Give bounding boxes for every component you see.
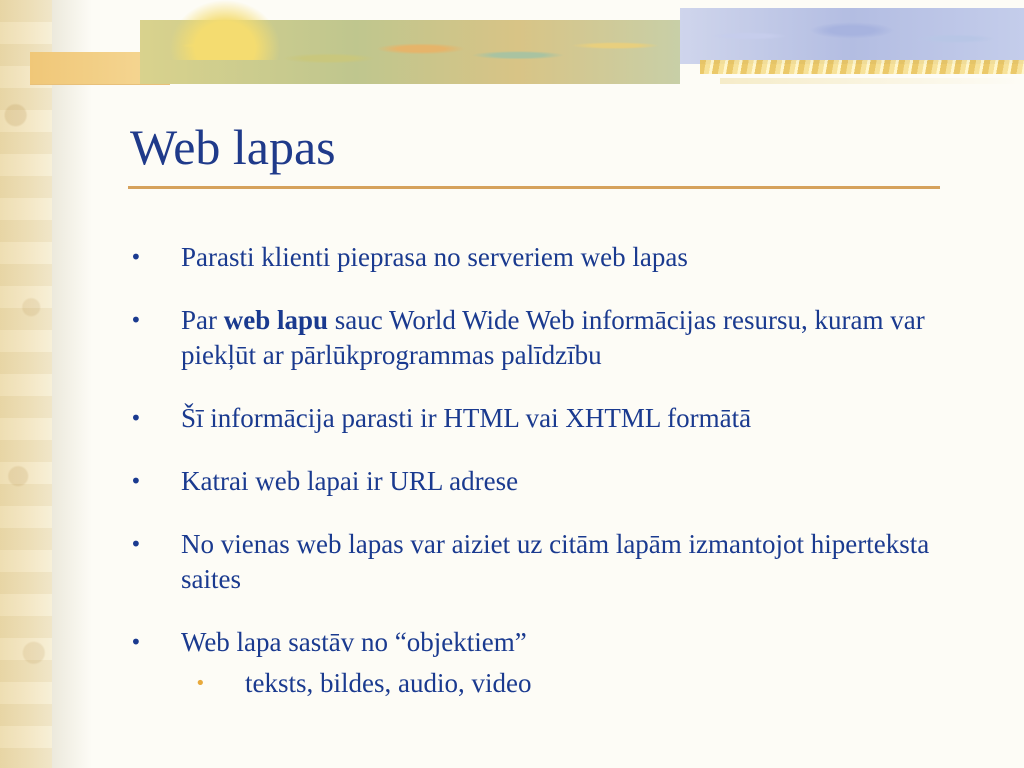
bullet-text-bold: web lapu [223,305,329,335]
bullet-icon: • [130,245,142,269]
bullet-item [130,625,990,660]
banner-blue-block [680,8,1024,64]
bullet-icon: • [130,532,142,556]
bullet-item [130,303,990,373]
bullet-icon: • [130,308,142,332]
decorative-left-fade [52,0,92,768]
bullet-text: Web lapa sastāv no “objektiem” [181,627,527,657]
bullet-text: Parasti klienti pieprasa no serveriem web lapas [181,242,688,272]
bullet-item [130,527,990,597]
bullet-icon: • [130,630,142,654]
slide-title: Web lapas [130,119,336,175]
bullet-icon: • [130,469,142,493]
bullet-text-prefix: Par [181,305,224,335]
bullet-item [130,401,990,436]
bullet-text: No vienas web lapas var aiziet uz citām lapām izmantojot hiperteksta saites [181,529,930,594]
bullet-list [130,240,990,701]
banner-leaf-highlight [170,0,280,60]
decorative-top-banner [0,0,1024,90]
sub-bullet-icon: • [195,673,206,694]
banner-gold-strip [700,60,1024,74]
bullet-text: Katrai web lapai ir URL adrese [181,466,519,496]
banner-light-strip [720,78,1024,84]
sub-bullet-text: teksts, bildes, audio, video [245,668,532,698]
bullet-item [130,464,990,499]
sub-bullet-item [130,666,990,701]
title-underline [128,186,940,189]
bullet-icon: • [130,406,142,430]
decorative-left-strip [0,0,52,768]
bullet-item [130,240,990,275]
bullet-text-suffix: sauc World Wide Web informācijas resursu, kuram var piekļūt ar pārlūkprogrammas palīdzību [181,305,925,370]
bullet-text: Šī informācija parasti ir HTML vai XHTML formātā [181,403,752,433]
